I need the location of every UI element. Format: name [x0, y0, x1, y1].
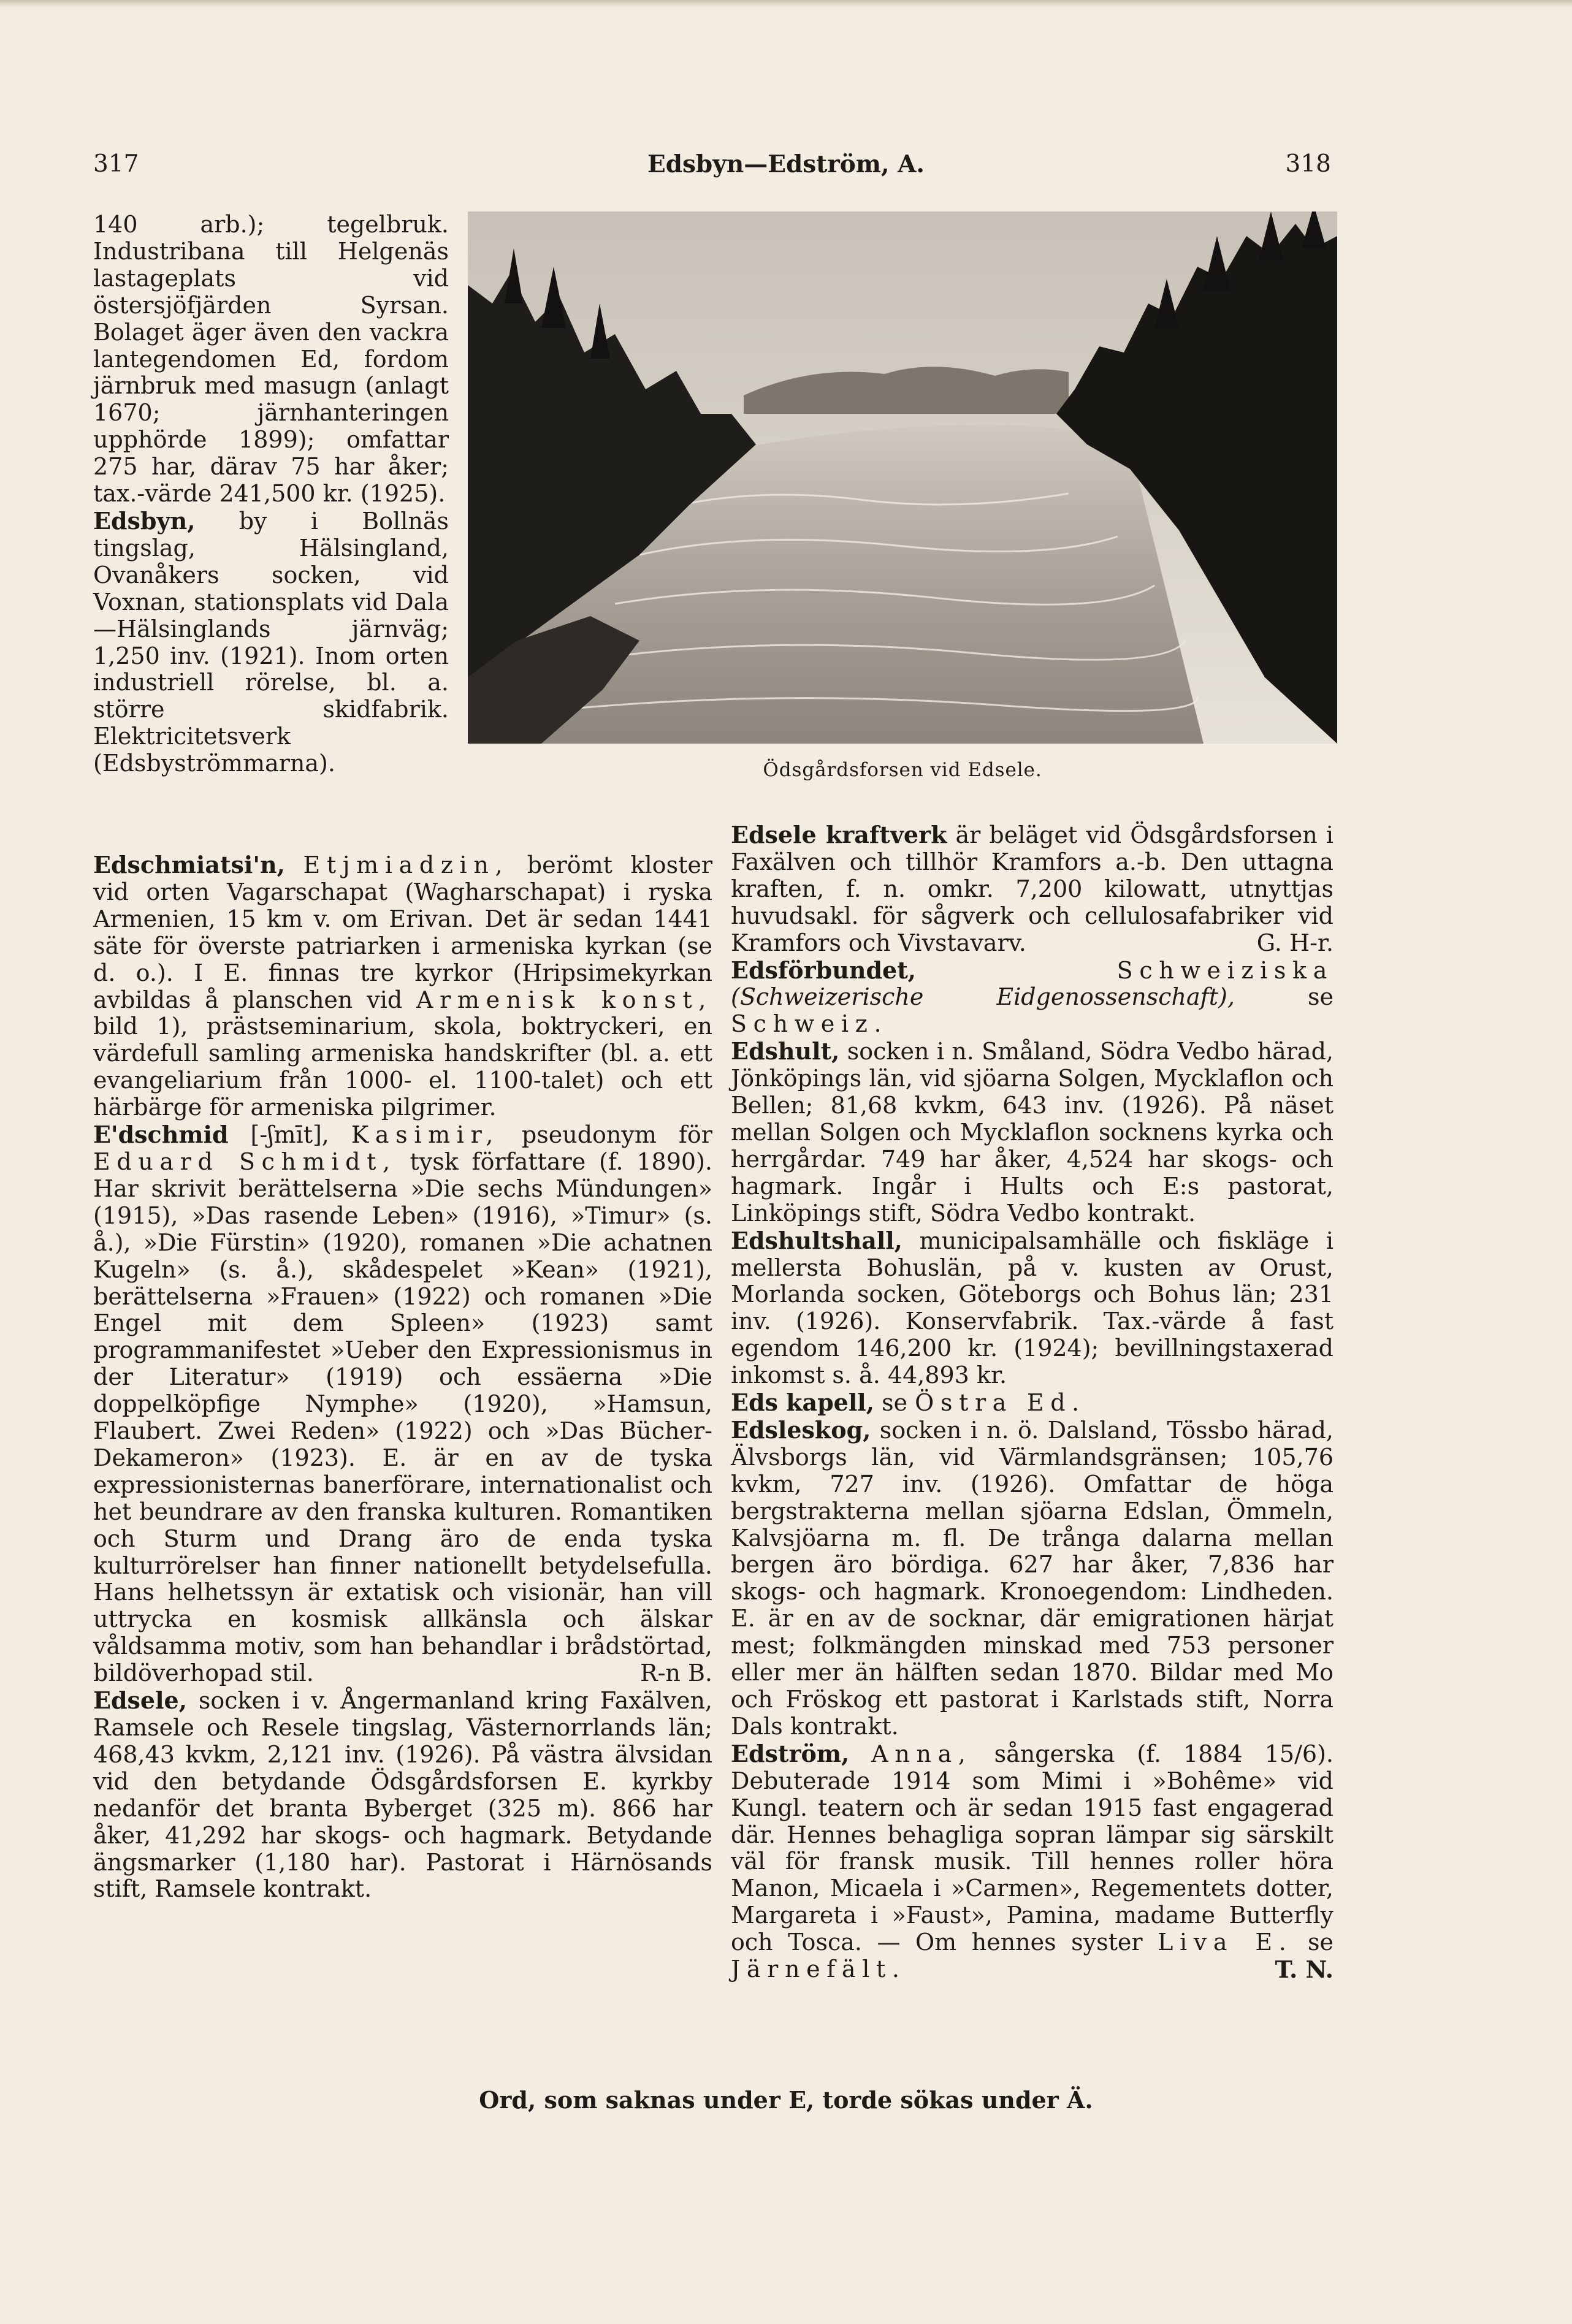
- left-column: [93, 851, 712, 1903]
- left-column-narrow: [93, 211, 449, 777]
- entry-first-name: Anna,: [871, 1740, 972, 1767]
- entry-headword: Edsele kraftverk: [731, 821, 947, 848]
- entry-pronunciation: [-ʃmīt],: [250, 1121, 329, 1149]
- cross-reference: Armenisk konst,: [416, 986, 712, 1013]
- cross-reference: Östra Ed.: [915, 1389, 1086, 1417]
- entry-text: sångerska (f. 1884 15/6). Debuterade 1914 som Mimi i »Bohême» vid Kungl. teatern och är sedan 1915 fast engagerad där. Hennes behagliga sopran lämpar sig särskilt väl för fransk musik. Till hennes roller höra Manon, Micaela i »Carmen», Regementets dotter, Margareta i »Faust», Pamina, madame Butterfly och Tosca. — Om hennes syster: [731, 1740, 1334, 1956]
- author-signature: G. H-r.: [1256, 929, 1334, 956]
- photo-caption: Ödsgårdsforsen vid Edsele.: [763, 759, 1042, 781]
- entry-headword: Edström,: [731, 1739, 850, 1767]
- entry-edshultshall: [731, 1227, 1334, 1389]
- entry-italic-name: (Schweizerische Eidgenossenschaft),: [731, 983, 1235, 1011]
- entry-text: municipalsamhälle och fiskläge i mellersta Bohuslän, på v. kusten av Orust, Morlanda socken, Göteborgs och Bohus län; 231 inv. (1926). Konservfabrik. Tax.-värde å fast egendom 146,200 kr. (1924); bevillningstaxerad inkomst s. å. 44,893 kr.: [731, 1227, 1334, 1389]
- entry-headword: Edshultshall,: [731, 1226, 902, 1254]
- entry-alt-name: Etjmiadzin,: [303, 851, 509, 878]
- page-header: [0, 150, 1572, 193]
- entry-edsforbundet: [731, 957, 1334, 1038]
- cross-reference: Liva E.: [1158, 1929, 1293, 1956]
- entry-text: by i Bollnäs tingslag, Hälsingland, Ovanåkers socken, vid Voxnan, stationsplats vid Dala —Hälsinglands järnväg; 1,250 inv. (1921). Inom orten industriell rörelse, bl. a. större skidfabrik. Elektricitetsverk (Edsbyströmmarna).: [93, 507, 449, 777]
- running-title: Edsbyn—Edström, A.: [647, 150, 925, 178]
- entry-headword: Edsförbundet,: [731, 956, 916, 984]
- right-column: [731, 821, 1334, 1983]
- photo-image: [468, 211, 1337, 744]
- entry-edsele: [93, 1687, 712, 1903]
- page-number-left: 317: [93, 150, 139, 178]
- page-edge: [0, 0, 1572, 7]
- author-signature: T. N.: [1275, 1956, 1334, 1984]
- entry-edstrom: [731, 1740, 1334, 1983]
- entry-headword: Edschmiatsi'n,: [93, 851, 285, 878]
- entry-text: är beläget vid Ödsgårdsforsen i Faxälven och tillhör Kramfors a.-b. Den uttagna kraften, f. n. omkr. 7,200 kilowatt, utnyttjas huvudsakl. för sågverk och cellulosafabriker vid Kramfors och Vivstavarv.: [731, 821, 1334, 956]
- page-number-right: 318: [1285, 150, 1331, 178]
- entry-text: 140 arb.); tegelbruk. Industribana till Helgenäs lastageplats vid östersjöfjärden Syrsan. Bolaget äger även den vackra lantegendomen Ed, fordom järnbruk med masugn (anlagt 1670; järnhanteringen upphörde 1899); omfattar 275 har, därav 75 har åker; tax.-värde 241,500 kr. (1925).: [93, 211, 449, 508]
- entry-edshult: [731, 1038, 1334, 1227]
- entry-headword: E'dschmid: [93, 1121, 229, 1149]
- entry-text: se: [882, 1389, 908, 1417]
- entry-text: socken i n. ö. Dalsland, Tössbo härad, Älvsborgs län, vid Värmlandsgränsen; 105,76 kvkm, 727 inv. (1926). Omfattar de höga bergstrakterna mellan sjöarna Edslan, Ömmeln, Kalvsjöarna m. fl. De trånga dalarna mellan bergen äro bördiga. 627 har åker, 7,836 har skogs- och hagmark. Kronoegendom: Lindheden. E. är en av de socknar, där emigrationen härjat mest; folkmängden minskad med 753 personer eller mer än hälften sedan 1870. Bildar med Mo och Fröskog ett pastorat i Karlstads stift, Norra Dals kontrakt.: [731, 1416, 1334, 1740]
- entry-headword: Edsleskog,: [731, 1415, 871, 1444]
- author-signature: R-n B.: [639, 1659, 712, 1687]
- entry-headword: Edsbyn,: [93, 506, 196, 535]
- entry-text: se: [1308, 983, 1334, 1011]
- entry-text: socken i v. Ångermanland kring Faxälven, Ramsele och Resele tingslag, Västernorrlands län; 468,43 kvkm, 2,121 inv. (1926). På västra älvsidan vid den betydande Ödsgårdsforsen E. kyrkby nedanför det branta Byberget (325 m). 866 har åker, 41,292 har skogs- och hagmark. Betydande ängsmarker (1,180 har). Pastorat i Härnösands stift, Ramsele kontrakt.: [93, 1687, 712, 1903]
- entry-text-2: bild 1), prästseminarium, skola, boktryckeri, en värdefull samling armeniska handskrifter (bl. a. ett evangeliarium från 1000- el. 1100-talet) och ett härbärge för armeniska pilgrimer.: [93, 1013, 712, 1121]
- entry-edsleskog: [731, 1417, 1334, 1740]
- entry-ed-continued: [93, 211, 449, 508]
- entry-eds-kapell: [731, 1389, 1334, 1417]
- entry-real-name: Eduard Schmidt,: [93, 1148, 397, 1175]
- entry-first-name: Kasimir,: [351, 1121, 500, 1149]
- entry-headword: Edsele,: [93, 1686, 187, 1715]
- entry-edschmid: [93, 1121, 712, 1687]
- entry-text: socken i n. Småland, Södra Vedbo härad, Jönköpings län, vid sjöarna Solgen, Mycklaflon och Bellen; 81,68 kvkm, 643 inv. (1926). På näset mellan Solgen och Mycklaflon socknens kyrka och herrgårdar. 749 har åker, 4,524 har skogs- och hagmark. Ingår i Hults och E:s pastorat, Linköpings stift, Södra Vedbo kontrakt.: [731, 1038, 1334, 1227]
- entry-text: pseudonym för: [521, 1121, 712, 1149]
- cross-reference-2: Järnefält.: [731, 1956, 906, 1983]
- footer-note: Ord, som saknas under E, torde sökas under Ä.: [479, 2086, 1093, 2114]
- entry-edsbyn: [93, 508, 449, 777]
- entry-text: berömt kloster vid orten Vagarschapat (Wagharschapat) i ryska Armenien, 15 km v. om Erivan. Det är sedan 1441 säte för överste patriarken i armeniska kyrkan (se d. o.). I E. finnas tre kyrkor (Hripsimekyrkan avbildas å planschen vid: [93, 851, 712, 1013]
- entry-headword: Eds kapell,: [731, 1389, 874, 1417]
- entry-text-2: se: [1307, 1929, 1334, 1956]
- entry-headword: Edshult,: [731, 1037, 840, 1065]
- river-rapids-photo: [468, 211, 1337, 744]
- entry-name: Schweiziska: [1116, 956, 1334, 984]
- entry-text-2: tysk författare (f. 1890). Har skrivit berättelserna »Die sechs Mündungen» (1915), »Das rasende Leben» (1916), »Timur» (s. å.), »Die Fürstin» (1920), romanen »Die achatnen Kugeln» (s. å.), skådespelet »Kean» (1921), berättelserna »Frauen» (1922) och romanen »Die Engel mit dem Spleen» (1923) samt programmanifestet »Ueber den Expressionismus in der Literatur» (1919) och essäerna »Die doppelköpfige Nymphe» (1920), »Hamsun, Flaubert. Zwei Reden» (1922) och »Das Bücher-Dekameron» (1923). E. är en av de tyska expressionisternas banerförare, internationalist och het beundrare av den franska kulturen. Romantiken och Sturm und Drang äro de enda tyska kulturrörelser han finner nationellt betydelsefulla. Hans helhetssyn är extatisk och visionär, han vill uttrycka en kosmisk allkänsla och älskar våldsamma motiv, som han behandlar i brådstörtad, bildöverhopad stil.: [93, 1148, 712, 1687]
- cross-reference: Schweiz.: [731, 1010, 888, 1038]
- entry-edsele-kraftverk: [731, 821, 1334, 957]
- entry-edschmiatsin: [93, 851, 712, 1121]
